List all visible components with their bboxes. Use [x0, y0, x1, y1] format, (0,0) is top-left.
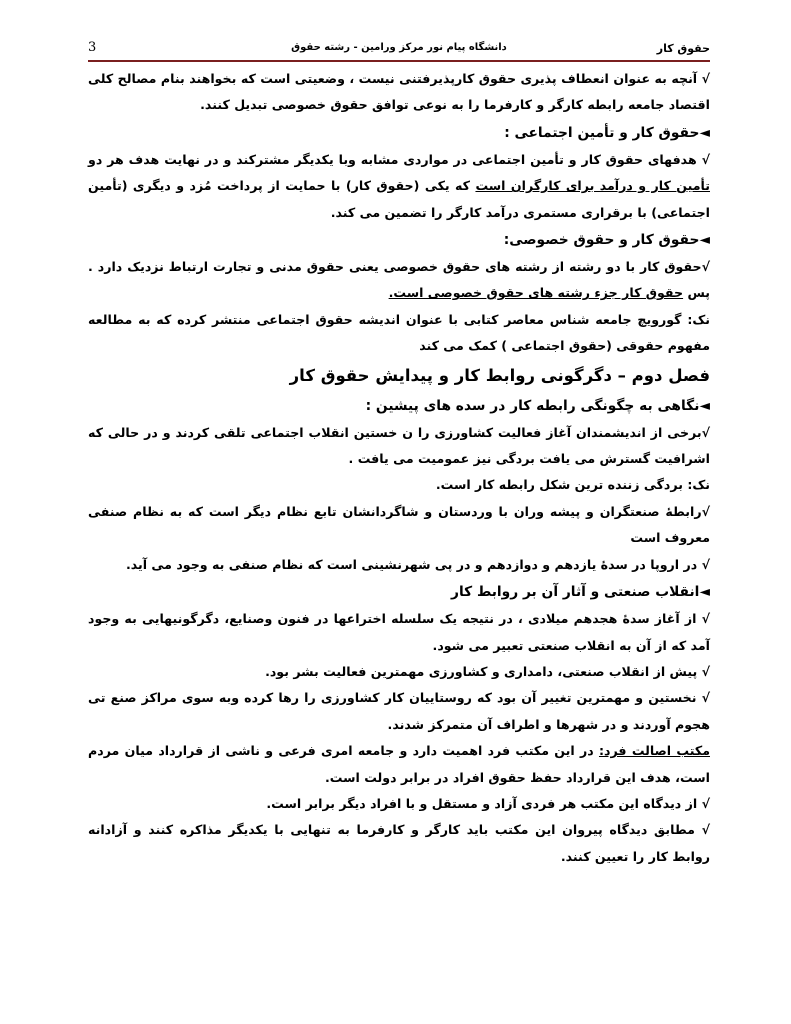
section-heading-industrial-revolution: ◄انقلاب صنعتی و آثار آن بر روابط کار: [451, 584, 710, 601]
note-slavery: نک: بردگی زننده ترین شکل رابطه کار است.: [435, 477, 710, 493]
underlined-phrase: تأمین کار و درآمد برای کارگران است: [475, 178, 710, 194]
paragraph-private-law: [88, 254, 710, 307]
header-divider: [88, 60, 710, 62]
paragraph-social-security: [88, 147, 710, 226]
paragraph-negotiation: √ مطابق دیدگاه پیروان این مکتب باید کارگر و کارفرما به تنهایی با یکدیگر مذاکره کنند و آزادانه روابط کار را تعیین کنند.: [88, 822, 710, 864]
underlined-phrase: مکتب اصالت فرد:: [598, 743, 710, 759]
paragraph-urban-migration: √ نخستین و مهمترین تغییر آن بود که روستاییان کار کشاورزی را رها کرده وبه سوی مراکز صنع تی هجوم آوردند و در شهرها و اطراف آن متمرکز شدند.: [88, 690, 710, 732]
section-heading-social-security: ◄حقوق کار و تأمین اجتماعی :: [504, 124, 710, 141]
institution-name: دانشگاه پیام نور مرکز ورامین - رشته حقوق: [291, 42, 507, 53]
paragraph-inventions: √ از آغاز سدهٔ هجدهم میلادی ، در نتیجه یک سلسله اختراعها در فنون وصنایع، دگرگونیهایی به وجود آمد که از آن به انقلاب صنعتی تعبیر می شود.: [88, 611, 710, 653]
section-heading-past-centuries: ◄نگاهی به چگونگی رابطه کار در سده های پیشین :: [365, 397, 710, 414]
chapter-title: فصل دوم – دگرگونی روابط کار و پیدایش حقوق کار: [289, 365, 710, 385]
paragraph-text: که یکی (حقوق کار) با حمایت از پرداخت مُزد و دیگری (تأمین اجتماعی) با برقراری مستمری درآمد کارگر را تضمین می کند.: [88, 178, 710, 220]
paragraph-agriculture: √برخی از اندیشمندان آغاز فعالیت کشاورزی را ن خستین انقلاب اجتماعی تلقی کردند و در حالی که اشرافیت گسترش می یافت بردگی نیز عمومیت می یافت .: [88, 424, 710, 467]
underlined-phrase: حقوق کار جزء رشته های حقوق خصوصی است.: [388, 285, 684, 301]
paragraph-guild-system: √رابطهٔ صنعتگران و پیشه وران با وردستان و شاگردانشان تابع نظام دیگر است که به نظام صنفی معروف است: [88, 503, 710, 546]
paragraph-text: در این مکتب فرد اهمیت دارد و جامعه امری فرعی و ناشی از قرارداد میان مردم است، هدف این قرارداد حفظ حقوق افراد در برابر دولت است.: [88, 743, 710, 785]
paragraph-text: √حقوق کار با دو رشته از رشته های حقوق خصوصی یعنی حقوق مدنی و تجارت ارتباط نزدیک دارد . پس: [88, 259, 710, 301]
document-body: [88, 66, 710, 870]
page-number: 3: [88, 40, 97, 55]
paragraph-europe-guilds: √ در اروپا در سدهٔ یازدهم و دوازدهم و در پی شهرنشینی است که نظام صنفی به وجود می آید.: [125, 556, 710, 572]
paragraph-individual-freedom: √ از دیدگاه این مکتب هر فردی آزاد و مستقل و با افراد دیگر برابر است.: [266, 795, 710, 811]
course-title: حقوق کار: [656, 42, 710, 55]
paragraph-flexibility: √ آنچه به عنوان انعطاف پذیری حقوق کارپذیرفتنی نیست ، وضعیتی است که بخواهند بنام مصالح کلی اقتصاد جامعه رابطه کارگر و کارفرما را به نوعی توافق حقوق خصوصی تبدیل کنند.: [88, 71, 710, 113]
page-header: [88, 40, 710, 62]
note-gurvitch: نک: گورویچ جامعه شناس معاصر کتابی با عنوان اندیشه حقوق اجتماعی منتشر کرده که به مطالعه مفهوم حقوقی (حقوق اجتماعی ) کمک می کند: [88, 311, 710, 354]
paragraph-individualism: [88, 738, 710, 791]
paragraph-text: √ هدفهای حقوق کار و تأمین اجتماعی در مواردی مشابه وبا یکدیگر مشترکند و در نهایت هدف هر دو: [88, 151, 710, 167]
section-heading-private-law: ◄حقوق کار و حقوق خصوصی:: [503, 232, 710, 249]
paragraph-pre-industrial: √ پیش از انقلاب صنعتی، دامداری و کشاورزی مهمترین فعالیت بشر بود.: [265, 663, 710, 679]
